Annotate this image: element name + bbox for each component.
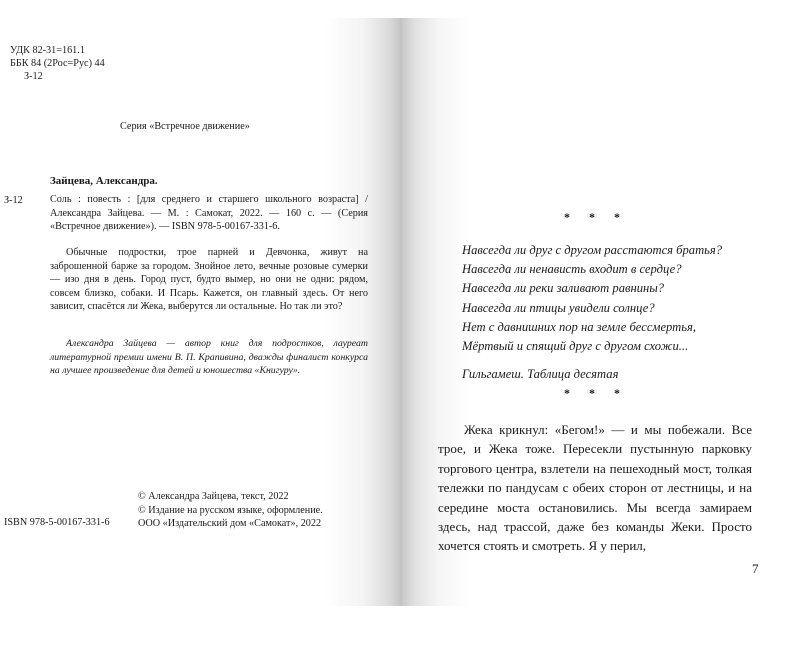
series-title: Серия «Встречное движение» (120, 121, 250, 132)
epigraph-poem (462, 241, 722, 356)
section-stars: * * * (564, 210, 628, 224)
copyright-line: © Александра Зайцева, текст, 2022 (138, 491, 289, 502)
body-text: Жека крикнул: «Бегом!» — и мы побежали. Все трое, и Жека тоже. Пересекли пустынную парковку торгового центра, взлетели на пешеходный мост, толкая тележки по пандусам с обеих сторон от лестницы, и на середине моста остановились. Мы всегда замираем здесь, над трассой, даже без команды Жеки. Просто хочется стоять и смотреть. Я у перил, (438, 422, 752, 554)
poem-line: Нет с давнишних пор на земле бессмертья, (462, 319, 696, 334)
poem-line: Навсегда ли птицы увидели солнце? (462, 300, 655, 315)
bibliographic-record: Соль : повесть : [для среднего и старшего школьного возраста] / Александра Зайцева. — М. : Самокат, 2022. — 160 с. — (Серия «Встречное движение»). — ISBN 978-5-00167-331-6. (50, 194, 368, 232)
author-code-side: З-12 (4, 195, 23, 206)
poem-line: Навсегда ли друг с другом расстаются братья? (462, 243, 723, 257)
bbk-code: ББК 84 (2Рос=Рус) 44 (10, 58, 105, 69)
annotation: Обычные подростки, трое парней и Девчонка, живут на заброшенной барже за городом. Знойное лето, вечные розовые сумерки — изо дня в день. Город пуст, будто вымер, но они не одни: рядом, совсем близко, собаки. И Псарь. Кажется, он главный здесь. От него зависит, спасётся ли Жека, выберутся ли остальные. Но так ли это? (50, 247, 368, 312)
page-number: 7 (752, 561, 759, 576)
copyright-line: ООО «Издательский дом «Самокат», 2022 (138, 518, 322, 529)
about-author: Александра Зайцева — автор книг для подростков, лауреат литературной премии имени В. П. Крапивина, дважды финалист конкурса на лучшее произведение для детей и юношества «Книгуру». (50, 338, 368, 376)
epigraph-source: Гильгамеш. Таблица десятая (462, 367, 619, 381)
udk-code: УДК 82-31=161.1 (10, 45, 85, 56)
copyright-block (138, 490, 323, 531)
poem-line: Навсегда ли ненависть входит в сердце? (462, 262, 682, 277)
classification-block (10, 44, 105, 83)
poem-line: Мёртвый и спящий друг с другом схожи... (462, 339, 689, 354)
author-name: Зайцева, Александра. (50, 175, 158, 187)
section-stars: * * * (564, 386, 628, 400)
poem-line: Навсегда ли реки заливают равнины? (462, 281, 665, 296)
author-code: З-12 (24, 71, 43, 82)
isbn: ISBN 978-5-00167-331-6 (4, 517, 110, 528)
copyright-line: © Издание на русском языке, оформление. (138, 504, 323, 516)
